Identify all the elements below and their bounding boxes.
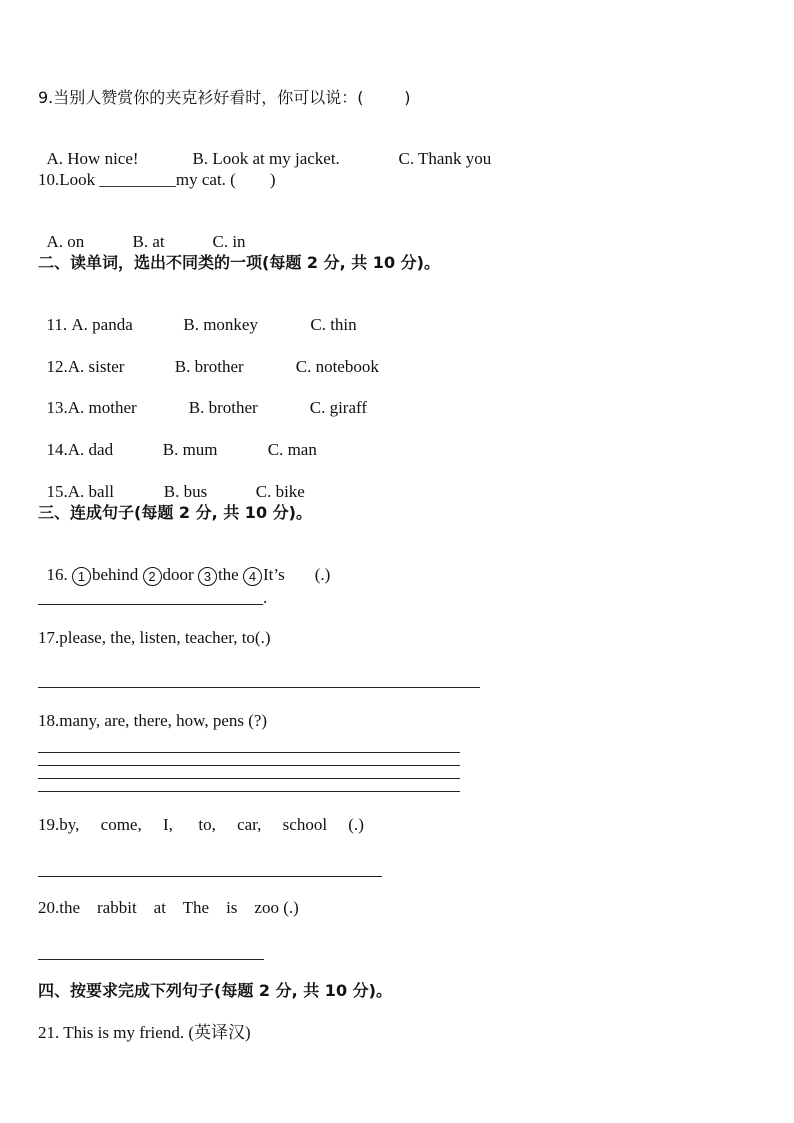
question-number: 12. — [46, 357, 68, 376]
option-a: A. ball — [67, 482, 115, 501]
option-a: A. How nice! — [46, 149, 139, 168]
answer-line-18-1[interactable] — [38, 752, 460, 753]
question-number: 13. — [46, 398, 68, 417]
option-c: C. Thank you — [398, 149, 492, 168]
question-17-stem: 17.please, the, listen, teacher, to(.) — [38, 628, 271, 647]
answer-line-17[interactable] — [38, 687, 480, 688]
question-number: 15. — [46, 482, 68, 501]
option-c: C. notebook — [295, 357, 379, 376]
option-b: B. mum — [162, 440, 218, 459]
question-11 — [38, 295, 357, 335]
answer-line-19[interactable] — [38, 876, 382, 877]
answer-line-18-2[interactable] — [38, 765, 460, 766]
question-15 — [38, 462, 305, 502]
answer-line-18-4[interactable] — [38, 791, 460, 792]
question-number: 11. — [46, 315, 72, 334]
circled-number-2: 2 — [143, 567, 162, 586]
circled-number-1: 1 — [72, 567, 91, 586]
word-3: the — [217, 565, 239, 584]
option-a: A. sister — [67, 357, 125, 376]
question-14 — [38, 420, 317, 460]
punctuation-hint: (.) — [314, 565, 331, 584]
word-4: It’s — [262, 565, 285, 584]
word-2: door — [162, 565, 194, 584]
option-b: B. brother — [174, 357, 244, 376]
option-a: A. panda — [71, 315, 133, 334]
answer-line-20[interactable] — [38, 959, 264, 960]
option-c: C. bike — [255, 482, 305, 501]
question-number: 14. — [46, 440, 68, 459]
circled-number-3: 3 — [198, 567, 217, 586]
question-9-stem: 9.当别人赞赏你的夹克衫好看时，你可以说：( ) — [38, 88, 411, 107]
question-16 — [38, 545, 330, 586]
option-b: B. brother — [188, 398, 258, 417]
question-number: 16. — [46, 565, 72, 584]
section-3-heading: 三、连成句子(每题 2 分, 共 10 分)。 — [38, 503, 312, 522]
option-b: B. monkey — [183, 315, 258, 334]
question-12 — [38, 337, 379, 377]
option-b: B. Look at my jacket. — [192, 149, 340, 168]
option-b: B. bus — [163, 482, 208, 501]
option-c: C. in — [212, 232, 246, 251]
section-4-heading: 四、按要求完成下列句子(每题 2 分, 共 10 分)。 — [38, 981, 392, 1000]
option-a: A. dad — [67, 440, 114, 459]
question-18-stem: 18.many, are, there, how, pens (?) — [38, 711, 268, 730]
option-c: C. giraff — [309, 398, 368, 417]
question-9-options — [38, 129, 491, 169]
question-13 — [38, 378, 367, 418]
question-19-stem: 19.by, come, I, to, car, school (.) — [38, 815, 364, 834]
question-10-options — [38, 212, 246, 252]
option-c: C. thin — [310, 315, 357, 334]
circled-number-4: 4 — [243, 567, 262, 586]
answer-period: . — [263, 588, 268, 607]
answer-line-18-3[interactable] — [38, 778, 460, 779]
question-10-stem: 10.Look _________my cat. ( ) — [38, 170, 276, 189]
option-a: A. mother — [67, 398, 137, 417]
option-a: A. on — [46, 232, 85, 251]
question-20-stem: 20.the rabbit at The is zoo (.) — [38, 898, 299, 917]
option-c: C. man — [267, 440, 317, 459]
question-21-stem: 21. This is my friend. (英译汉) — [38, 1023, 251, 1042]
option-b: B. at — [132, 232, 165, 251]
answer-line-16[interactable] — [38, 604, 263, 605]
word-1: behind — [92, 565, 139, 584]
section-2-heading: 二、读单词，选出不同类的一项(每题 2 分, 共 10 分)。 — [38, 253, 440, 272]
